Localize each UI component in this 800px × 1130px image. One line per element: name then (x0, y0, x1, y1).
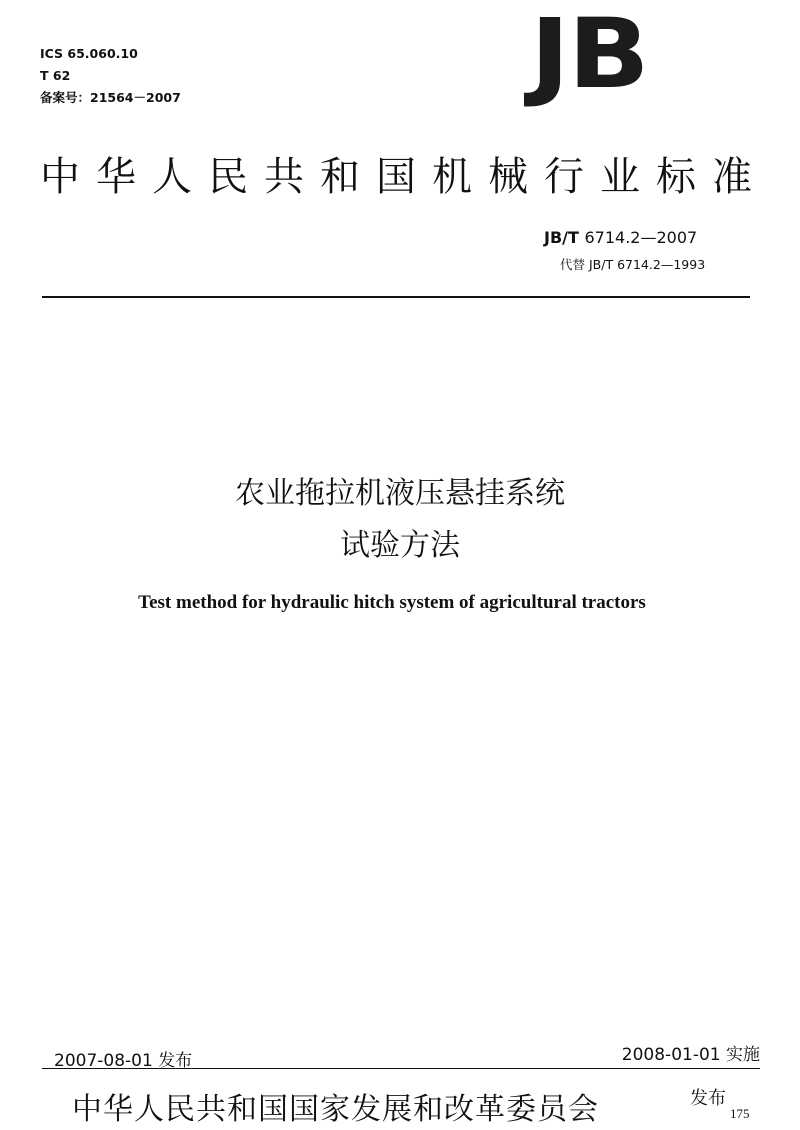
title-cn-line1: 农业拖拉机液压悬挂系统 (235, 476, 565, 511)
org-title-char: 和 (320, 154, 360, 200)
org-title-char: 机 (432, 154, 472, 200)
implementation-date-line (622, 1040, 760, 1065)
replaces-label: 代替 (560, 257, 586, 272)
org-title-char: 民 (208, 154, 248, 200)
jb-logo: JB (530, 0, 648, 110)
publisher-name: 中华人民共和国国家发展和改革委员会 (72, 1092, 599, 1127)
org-title-char: 业 (600, 154, 640, 200)
publisher-label: 发布 (690, 1088, 726, 1109)
issue-date: 2007-08-01 (54, 1051, 153, 1071)
title-en: Test method for hydraulic hitch system of agricultural tractors (138, 592, 646, 613)
org-title-char: 人 (152, 154, 192, 200)
org-title-char: 国 (376, 154, 416, 200)
org-title-char: 华 (96, 154, 136, 200)
org-title-char: 共 (264, 154, 304, 200)
title-cn-line2: 试验方法 (340, 528, 460, 563)
standard-code (544, 228, 697, 247)
header-rule (42, 296, 750, 298)
org-title-char: 准 (712, 154, 752, 200)
org-title-char: 行 (544, 154, 584, 200)
page-number: 175 (730, 1106, 750, 1121)
standard-number: 6714.2—2007 (584, 228, 698, 247)
record-label: 备案号： (40, 90, 91, 105)
implementation-label: 实施 (726, 1045, 760, 1065)
implementation-date: 2008-01-01 (621, 1045, 721, 1065)
org-title (40, 152, 752, 202)
footer-rule (42, 1068, 760, 1069)
org-title-char: 械 (488, 154, 528, 200)
org-title-char: 标 (656, 154, 696, 200)
issue-label: 发布 (158, 1051, 193, 1071)
classification-code: T 62 (40, 68, 71, 83)
replaces-number: 6714.2—1993 (617, 257, 706, 272)
standard-prefix: JB/T (544, 228, 579, 247)
org-title-char: 中 (40, 154, 80, 200)
record-number-line (40, 88, 181, 108)
replaces-prefix: JB/T (589, 257, 614, 272)
record-number: 21564－2007 (90, 90, 181, 105)
ics-code: ICS 65.060.10 (40, 46, 138, 61)
replaces-line (560, 255, 705, 273)
